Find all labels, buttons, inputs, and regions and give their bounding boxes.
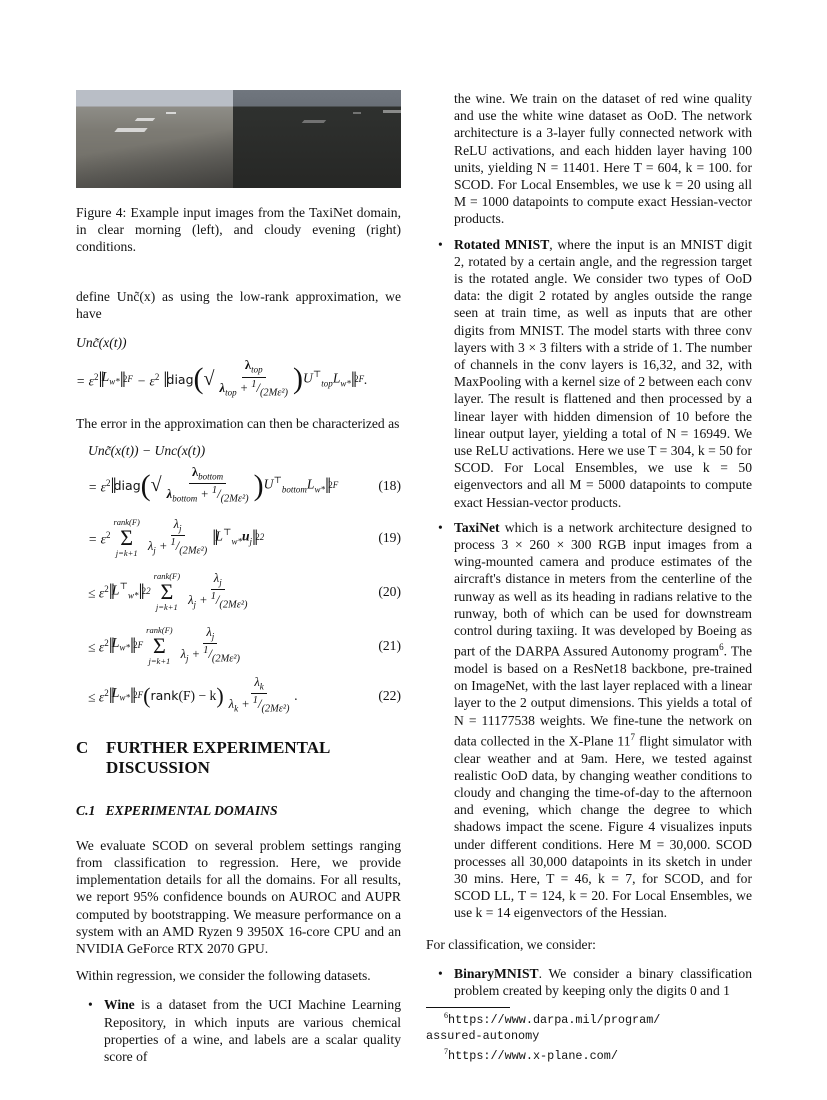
within-paragraph: Within regression, we consider the following datasets. (76, 968, 371, 984)
cloudy-evening-image (233, 90, 401, 188)
section-heading (76, 738, 401, 778)
footnote-mark: 7 (444, 1047, 448, 1057)
footnote-ref[interactable]: 6 (719, 642, 724, 653)
classification-paragraph: For classification, we consider: (426, 936, 596, 952)
figure-4-images (76, 90, 401, 188)
item-text: . The model is based on a ResNet18 backbone, pre-trained on ImageNet, with the last layer replaced with a linear layer to the 2 output dimensions. This yields a total of N = 11177538 weights. We fine-tune the network on data collected in the X-Plane 11 (454, 643, 752, 749)
list-item (104, 996, 401, 1065)
footnote-url[interactable]: https://www.x-plane.com/ (448, 1049, 618, 1064)
classification-list (426, 965, 752, 999)
footnote-6-cont (426, 1028, 752, 1044)
eq-err-lhs: Unc̃(x(t)) − Unc(x(t)) (88, 443, 206, 459)
section-letter: C (76, 737, 89, 757)
left-column (76, 86, 401, 1073)
clear-morning-image (76, 90, 233, 188)
list-item (454, 965, 752, 999)
eq-18: = $\varepsilon^2$ ‖ diag ( √ $\frac{\lambda_{bottom}}{\lambda_{bottom} + ^1/_{(2M\varepsilon^2)}}$ ) $U^⊤_{bottom}L_{w*}$ ‖ 2 F (18) (88, 464, 401, 505)
eq-first-lhs: Unc̃(x(t)) (76, 335, 127, 351)
define-paragraph: define Unc̃(x) as using the low-rank approximation, we have (76, 288, 401, 321)
item-title: Wine (104, 997, 135, 1013)
footnote-7 (426, 1044, 752, 1064)
wine-continued: the wine. We train on the dataset of red wine quality and use the white wine dataset as OoD. The network architecture is a 3-layer fully connected network with ReLU activations, and each hidden layer having 100 units, yielding N = 11401. Here T = 604, k = 100. for SCOD. For Local Ensembles, we use k = 20 using all M = 1000 datapoints to compute exact Hessian-vector products. (454, 91, 752, 227)
eq-19: = $\varepsilon^2$ rank(F) Σ j=k+1 $\frac{\lambda_j}{\lambda_j + ^1/_{(2M\varepsilon^2)}}$ ‖ $L^⊤_{w*}u_j$ ‖ 2 2 (19) (88, 516, 401, 558)
item-title: TaxiNet (454, 519, 500, 535)
regression-list (76, 996, 401, 1065)
footnote-url[interactable]: https://www.darpa.mil/program/ (448, 1013, 661, 1028)
eq-number: (20) (378, 584, 401, 600)
section-title-line2: DISCUSSION (106, 757, 210, 777)
item-title: Rotated MNIST (454, 236, 550, 252)
error-equations (76, 464, 401, 716)
footnote-url[interactable]: assured-autonomy (426, 1029, 540, 1044)
footnote-ref[interactable]: 7 (630, 731, 636, 742)
subsection-heading: C.1 EXPERIMENTAL DOMAINS (76, 802, 278, 818)
regression-list-cont (426, 236, 752, 922)
eq-number: (22) (378, 688, 401, 704)
eq-20: ≤ $\varepsilon^2$ ‖ $L^⊤_{w*}$ ‖ 2 2 rank(F) Σ j=k+1 $\frac{\lambda_j}{\lambda_j + ^1/_{(2M\varepsilon^2)}}$ (20) (88, 570, 401, 612)
list-item (454, 519, 752, 922)
footnote-6 (426, 1008, 752, 1028)
item-title: BinaryMNIST (454, 965, 539, 981)
eq-21: ≤ $\varepsilon^2$ ‖ $L_{w*}$ ‖ 2 F rank(F) Σ j=k+1 $\frac{\lambda_j}{\lambda_j + ^1/_{(2M\varepsilon^2)}}$ (21) (88, 624, 401, 666)
section-title-line1: FURTHER EXPERIMENTAL (106, 737, 331, 757)
eq-number: (18) (378, 478, 401, 494)
right-column (426, 90, 752, 1064)
item-text: which is a network architecture designed to process 3 × 260 × 300 RGB input images from a wing-mounted camera and produce estimates of the aircraft's distance in meters from the centerline of the runway as well as its heading in radians relative to the runway, both of which can be used for downstream control during taxiing. It was developed by Boeing as part of the DARPA Assured Autonomy program (454, 519, 752, 659)
error-paragraph: The error in the approximation can then be characterized as (76, 416, 400, 432)
item-text: flight simulator with clear weather and at 9am. Here, we tested against realistic OoD data, by changing weather conditions to cloudy and changing the time-of-day to the afternoon and evening, which change the degree to which shadows impact the scene. Figure 4 visualizes inputs under different conditions. Here M = 30,000. SCOD processes all 30,000 datapoints in its sketch in under 30 mins. Here, T = 46, k = 7, for SCOD, and for SCOD LL, T = 124, k = 20. For Local Ensembles, we use k = 14 eigenvectors of the Hessian. (454, 733, 752, 921)
figure-caption: Figure 4: Example input images from the TaxiNet domain, in clear morning (left), and cloudy evening (right) conditions. (76, 205, 401, 255)
evaluate-paragraph: We evaluate SCOD on several problem settings ranging from classification to regression. Here, we provide implementation details for all the domains. For all results, we report 95% confidence bounds on AUROC and AUPR computed by bootstrapping. We measure performance on a system with an AMD Ryzen 9 3950X 16-core CPU and an NVIDIA GeForce RTX 2070 GPU. (76, 837, 401, 957)
list-item (454, 236, 752, 511)
footnote-mark: 6 (444, 1011, 448, 1021)
eq-lowrank: = $\varepsilon^2$ ‖ $L_{w*}$ ‖ 2 F − $\varepsilon^2$ ‖ diag ( √ $\frac{\lambda_{top}}{\lambda_{top} + ^1/_{(2M\varepsilon^2)}}$ ) $U^⊤_{top}L_{w*}$ ‖ 2 F . (76, 358, 368, 399)
item-text: , where the input is an MNIST digit 2, rotated by a certain angle, and the regression target is the rotated angle. We consider two types of OoD data: the digit 2 rotated by angles outside the range seen at train time, as well as inputs that are other digits from MNIST. The model starts with three conv layers with 3 × 3 filters with a stride of 1. The number of channels in the conv layers is 16,32, and 32, with MaxPooling with a kernel size of 2 between each conv layer. The result is flattened and then processed by a linear layer with hidden dimension of 10 before the linear output layer, yielding a total of N = 16949. We use ReLU activations. Here we use T = 304, k = 50 for SCOD. For Local Ensembles, we use k = 50 eigenvectors and all M = 5000 datapoints to compute exact Hessian-vector products. (454, 236, 752, 510)
eq-22: ≤ $\varepsilon^2$ ‖ $L_{w*}$ ‖ 2 F ( rank (F) − k ) $\frac{\lambda_k}{\lambda_k + ^1/_{(2M\varepsilon^2)}}$ . (22) (88, 674, 401, 715)
item-text: . We consider a binary classification problem created by keeping only the digits 0 and 1 (454, 965, 752, 999)
eq-number: (21) (378, 638, 401, 654)
item-text: is a dataset from the UCI Machine Learning Repository, in which inputs are various chemical properties of a wine, and labels are a scalar quality score of (104, 997, 401, 1065)
eq-number: (19) (378, 530, 401, 546)
